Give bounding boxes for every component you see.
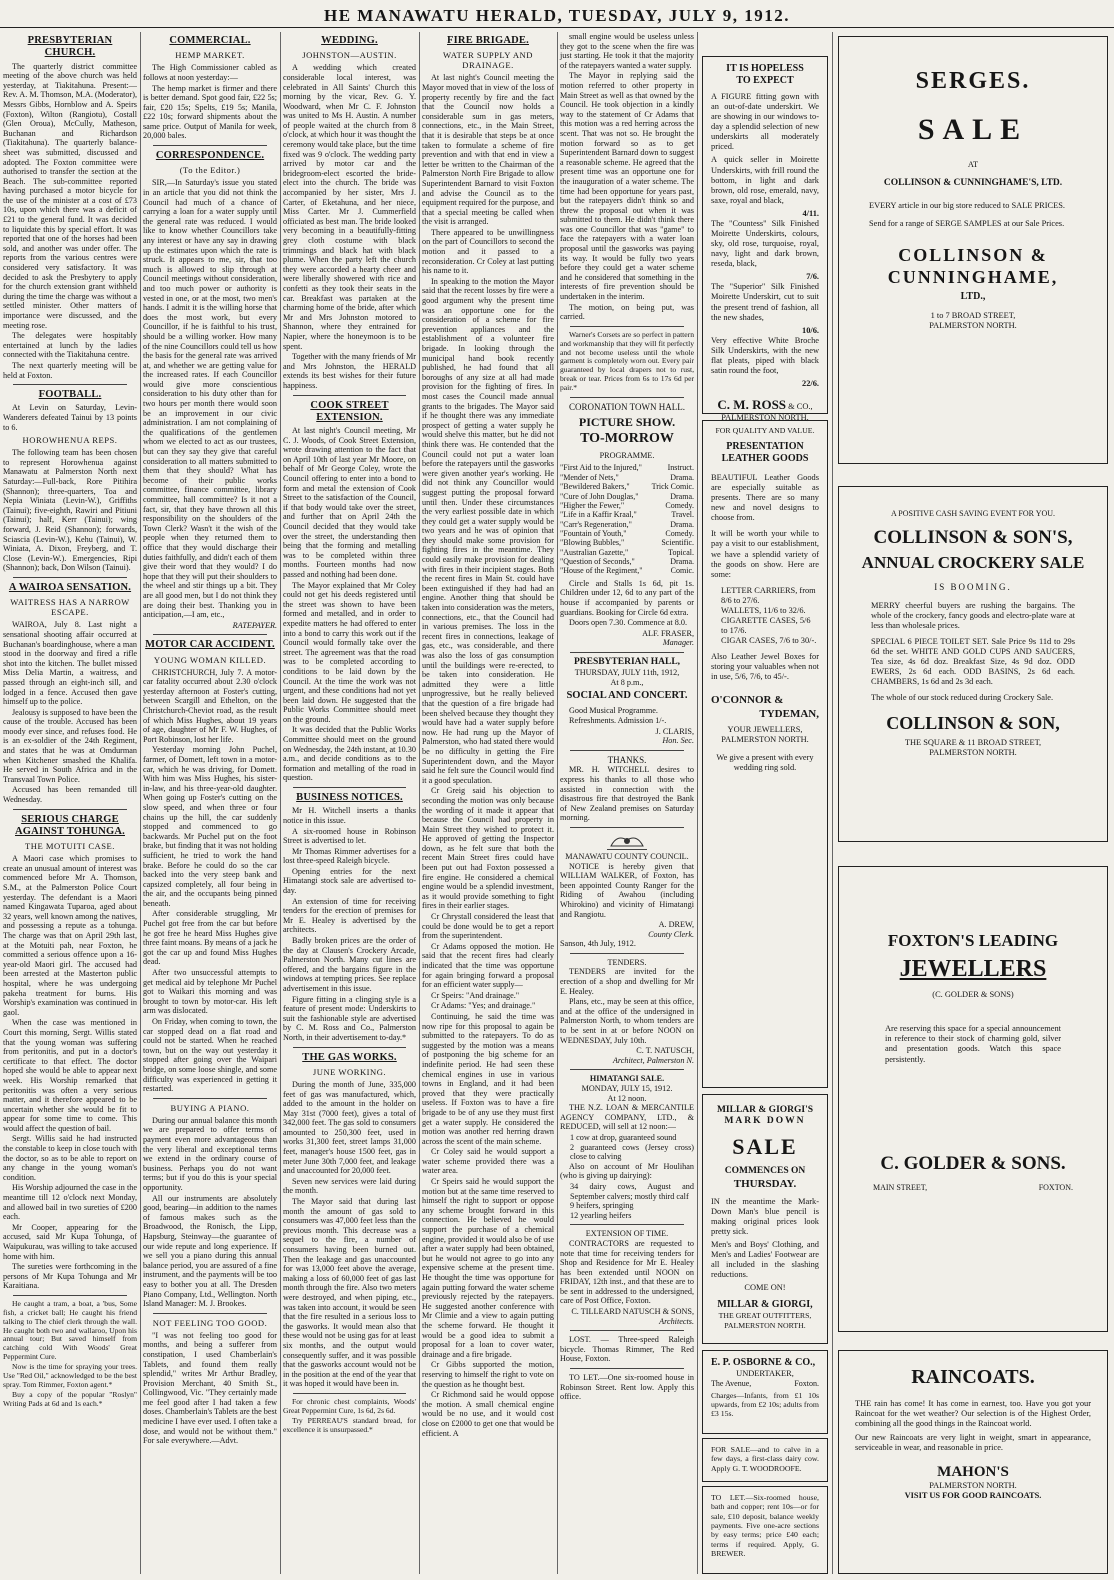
article-text: Seven new services were laid during the month.: [283, 1176, 416, 1196]
article-text: Cr Adams: "Yes; and drainage.": [431, 1001, 536, 1011]
subheading: BUYING A PIANO.: [170, 1102, 250, 1113]
notice-text: An extension of time for receiving tenders for the erection of premises for Mr E. Healey is advertised by the architects.: [283, 896, 416, 935]
article-text: During the month of June, 335,000 feet of gas was manufactured, which, added to the amount in the holder on May 31st (7000 feet), gives a total of 342,000 feet. The gas sold to consumers amounted to 250,300 feet, used in works 31,300 feet, street lamps 31,000 feet, manager's house 1500 feet, gas in meter June 30th 7,000 feet, and leakage and unaccounted for 20,000 feet.: [283, 1079, 416, 1176]
article-text: small engine would be useless unless they got to the scene when the fire was just starting. He took it that the majority of the ratepayers wanted a water supply.: [560, 32, 694, 70]
article-text: The delegates were hospitably entertained at lunch by the ladies connected with the Tiakitahuna centre.: [3, 331, 137, 360]
advert-text: We give a present with every wedding ring sold.: [716, 753, 814, 773]
leather-goods-advert: [702, 420, 828, 1088]
advert-subheading: UNDERTAKER,: [736, 1369, 794, 1378]
subheading: THE MOTUITI CASE.: [25, 841, 115, 852]
letter-signature: RATEPAYER.: [232, 620, 277, 630]
advert-brand: COLLINSON & CUNNINGHAME,: [887, 245, 1059, 288]
advert-title: ANNUAL CROCKERY SALE: [861, 553, 1085, 573]
programme-item: [560, 557, 694, 566]
coronation-heading: CORONATION TOWN HALL.: [569, 401, 685, 412]
subheading: NOT FEELING TOO GOOD.: [152, 1317, 268, 1328]
commercial-heading: COMMERCIAL.: [169, 35, 251, 46]
programme-item-type: Drama.: [670, 491, 694, 501]
advert-brand: MAHON'S: [937, 1464, 1009, 1481]
cook-street-heading: COOK STREET EXTENSION.: [310, 399, 389, 423]
programme-item-type: Scientific.: [661, 538, 694, 548]
programme-item: [560, 529, 694, 538]
advert-brand: O'CONNOR &: [711, 694, 784, 707]
crest-icon: [607, 832, 647, 850]
sale-list-item: 1 cow at drop, guaranteed sound: [570, 1132, 677, 1142]
to-let-advert: [702, 1486, 828, 1574]
advert-town: PALMERSTON NORTH.: [721, 734, 809, 744]
advert-brand: C. M. ROSS: [717, 397, 787, 413]
article-text: Cr Speirs said he would support the motion but at the same time reserved to himself the right to support or oppose any scheme brought forward in this connection. He believed he would support the purchase of a chemical engine, provided it would also be of use after a water supply had been obtained, but he would not agree to go into any expensive scheme at the present time. He thought the time was opportune for again putting forward the water scheme previously rejected by the ratepayers. He suggested another conference with Mr Climie and a view to again putting the scheme forward. He thought it would be a good idea to submit a proposal for a loan to cover water, drainage and a fire brigade.: [422, 1177, 554, 1359]
programme-item-type: Topical.: [668, 547, 694, 557]
advert-text: It will be worth your while to pay a visit to our establishment, we have a splendid variety of the goods on show. Here are some:: [711, 529, 819, 579]
date-line: MONDAY, JULY 15, 1912.: [581, 1084, 673, 1094]
advert-heading: E. P. OSBORNE & CO.,: [711, 1357, 816, 1368]
subheading: YOUNG WOMAN KILLED.: [153, 654, 267, 665]
crockery-advert: [838, 486, 1108, 842]
article-text: The Mayor in replying said the motion referred to other property in Main Street as well as that owned by the Council. He took objection in a kindly way to the statement of Cr Adams that this motion was a red herring across the scent. That was not so. He brought the motion forward so as to get Superintendent Barnard down to suggest a reasonable scheme. He agreed that the present time was an opportune one for the inauguration of a water scheme. The time had been opportune for years past, but the ratepayers didn't think so and threw the proposal out when it was submitted to them. He didn't think there was one Councillor that was "game" to face the ratepayers with a water loan proposal until the gasworks was paying its way. It would be fully two years before they could get a water scheme and he considered that something in the interests of fire prevention should be undertaken in the interim.: [560, 71, 694, 302]
advert-text: Buy a copy of the popular "Roslyn" Writing Pads at 6d and 1s each.*: [3, 1389, 137, 1408]
advert-brand-suffix: & CO.,: [788, 402, 813, 412]
advert-text: Are reserving this space for a special announcement in reference to their stock of charming gold, silver and presentation goods. Watch this space persistently.: [885, 1024, 1061, 1064]
advert-tagline: THE GREAT OUTFITTERS,: [718, 1311, 812, 1321]
advert-tagline: YOUR JEWELLERS,: [727, 724, 803, 734]
article-text: CHRISTCHURCH, July 7. A motor-car fatality occurred about 2.30 o'clock yesterday afternoon at Foster's cutting, between Scargill and Ethelton, on the Christchurch-Cheviot road, as the result of which Miss Hughes, about 19 years of age, daughter of Mr F. W. Hughes, of Port Robinson, lost her life.: [143, 667, 277, 744]
article-text: The Mayor said that during last month the amount of gas sold to consumers was 47,000 feet less than the previous month. This decrease was a sequel to the fire, a number of consumers having been burned out. Then the leakage and gas unaccounted for was 13,000 feet above the average, making a loss of 60,000 feet of gas last month through the fire. Also two meters were destroyed, and when piping, etc., was taken into account, it would be seen that the fire resulted in a serious loss to the gasworks. It would mean also that these would not be using gas for at least six months, and the output would consequently suffer, and it was possible that the gasworks account would not be in the position at the end of the year that it was hoped it would have been in.: [283, 1197, 416, 1389]
advert-text: MERRY cheerful buyers are rushing the bargains. The whole of the crockery, fancy goods and electro-plate ware at less than wholesale prices.: [871, 600, 1075, 630]
social-heading: SOCIAL AND CONCERT.: [566, 690, 688, 702]
notice-text: Badly broken prices are the order of the day at Clausen's Crockery Arcade, Palmerston North. Many cut lines are offered, and the bargains figure in the windows at tempting prices. See replace advertisement in this issue.: [283, 936, 416, 994]
time-line: At 8 p.m.,: [610, 677, 644, 687]
advert-lead: A POSITIVE CASH SAVING EVENT FOR YOU.: [890, 509, 1056, 518]
programme-item: [560, 501, 694, 510]
advert-heading: MILLAR & GIORGI'S: [716, 1105, 814, 1115]
programme-item: [560, 482, 694, 491]
advert-text: Send for a range of SERGE SAMPLES at our Sale Prices.: [869, 219, 1065, 229]
advert-heading: JEWELLERS: [899, 956, 1047, 983]
notice-text: Good Musical Programme.: [569, 705, 658, 715]
advert-sale: SALE: [732, 1133, 798, 1159]
article-text: At last night's Council meeting the Mayor moved that in view of the loss of property recently by fire and the fact that the Council now holds a considerable sum in gas meters, connections, etc., in the Main Street, that it is desirable that steps be at once taken to formulate a scheme of fire prevention and with that end in view a letter be written to the Chairman of the Palmerston North Fire Brigade to allow Superintendent Barnard to visit Foxton and advise the Council as to the equipment required for the purpose, and that a special meeting be called when the visit is arranged.: [422, 73, 554, 227]
advert-address: 1 to 7 BROAD STREET,: [930, 310, 1016, 320]
subheading: JOHNSTON—AUSTIN.: [302, 50, 397, 61]
advert-town: Foxton.: [794, 1379, 819, 1389]
advert-sale: SALE: [917, 112, 1029, 146]
programme-item-type: Comedy.: [665, 500, 694, 510]
article-text: WAIROA, July 8. Last night a sensational shooting affair occurred at Buchanan's boardinghouse, where a man stood in the doorway and fired a rifle shot into the kitchen. The bullet missed Miss Delia Martin, a waitress, and passed through an eight-inch sill, and lodged in a fence. Accused then gave himself up to the police.: [3, 620, 137, 707]
article-text: On Friday, when coming to town, the car stopped dead on a flat road and could not be started. When he reached town, but on the way out yesterday it stopped after going over the Waipari bridge, on some loose shingle, and some difficulty was experienced in getting it restarted.: [143, 1017, 277, 1094]
advert-brand: COLLINSON & SON'S,: [873, 526, 1073, 548]
column-rule: [697, 32, 698, 1574]
signature: A. DREW,: [658, 920, 694, 930]
column-2: [143, 32, 277, 1576]
notice-text: CONTRACTORS are requested to note that time for receiving tenders for Shop and Residence for Mr E. Healey has been extended until NOON on FRIDAY, 12th inst., and that these are to be sent in addressed to the undersigned, care of Post Office, Foxton.: [560, 1238, 694, 1306]
article-text: "I was not feeling too good for months, and being a sufferer from constipation, I used Chamberlain's Tablets, and found them really splendid," writes Mr Arthur Bradley, Provision Merchant, 40 Smith St., Collingwood, Vic. "They certainly made me feel good after I had taken a few doses. Chamberlain's Tablets are the best medicine I have ever used. I often take a dose, and would not be without them." For sale everywhere.—Advt.: [143, 1330, 277, 1446]
advert-heading: THURSDAY.: [733, 1177, 797, 1190]
advert-text: A quick seller in Moirette Underskirts, with frill round the bottom, in light and dark brown, old rose, emerald, navy, saxe, royal and black,: [711, 155, 819, 205]
programme-item: [560, 463, 694, 472]
sale-list-item: 34 dairy cows, August and September calvers; mostly third calf: [570, 1181, 694, 1201]
advert-text: Charges—Infants, from £1 10s upwards, from £2 10s; adults from £3 15s.: [711, 1390, 819, 1419]
article-text: Accused has been remanded till Wednesday.: [3, 785, 137, 805]
article-text: When the case was mentioned in Court this morning, Sergt. Willis stated that the young woman was suffering from peritonitis, and put in a doctor's certificate to that effect. The doctor hoped she would be able to appear next week. His Worship remarked that peritonitis was often a very serious matter, and it therefore appeared to be uncertain whether she would be fit to appear for some time to come. This would affect the question of bail.: [3, 1018, 137, 1133]
advert-text: For chronic chest complaints, Woods' Great Peppermint Cure, 1s 6d, 2s 6d.: [283, 1396, 416, 1415]
advert-text: THE rain has come! It has come in earnest, too. Have you got your Raincoat for the wet weather? Our selection is of the Highest Order, combining all the good things in the Raincoat world.: [855, 1399, 1091, 1429]
advert-heading: COMMENCES ON: [724, 1166, 806, 1177]
advert-text: Very effective White Broche Silk Underskirts, with the new flat pleats, piped with black satin round the foot,: [711, 335, 819, 376]
advert-tagline: FOR QUALITY AND VALUE.: [715, 425, 815, 435]
advert-heading: IT IS HOPELESS: [726, 63, 804, 74]
advert-address: THE SQUARE & 11 BROAD STREET,: [904, 737, 1042, 747]
advert-price: 4/11.: [802, 208, 819, 218]
signature-role: County Clerk.: [648, 929, 694, 939]
notice-text: Circle and Stalls 1s 6d, pit 1s. Children under 12, 6d to any part of the house if accompanied by parents or guardians. Booking for Circle 6d extra.: [560, 578, 694, 617]
advert-at: AT: [967, 159, 979, 169]
programme-item-title: "Fountain of Youth,": [560, 528, 627, 538]
advert-address: MAIN STREET,: [873, 1183, 928, 1193]
ross-advert: [702, 56, 828, 435]
sale-list-item: 2 guaranteed cows (Jersey cross) close to calving: [570, 1142, 694, 1162]
notice-text: LOST. — Three-speed Raleigh bicycle. Thomas Rimmer, The Red House, Foxton.: [560, 1335, 694, 1364]
subheading: HEMP MARKET.: [175, 50, 245, 61]
advert-tagline: VISIT US FOR GOOD RAINCOATS.: [904, 1491, 1042, 1501]
programme-item-title: "Carr's Regeneration,": [560, 519, 632, 529]
programme-item-title: "Cure of John Douglas,": [560, 491, 639, 501]
column-rule: [280, 32, 281, 1574]
advert-text: FOR SALE—and to calve in a few days, a first-class dairy cow. Apply G. T. WOODROOFE.: [711, 1445, 819, 1473]
business-notices-heading: BUSINESS NOTICES.: [296, 792, 403, 804]
subheading: JUNE WORKING.: [312, 1066, 387, 1077]
article-text: It was decided that the Public Works Committee should meet on the ground on Wednesday, the 24th instant, at 10.30 a.m., and decide conditions as to the formation and metalling of the road in question.: [283, 725, 416, 783]
programme-item: [560, 520, 694, 529]
article-text: Cr Richmond said he would oppose the motion. A small chemical engine would be no use, and it would cost close on £2000 to get one that would be efficient. A: [422, 1390, 554, 1438]
advert-brand: TYDEMAN,: [759, 707, 819, 720]
thanks-heading: THANKS.: [607, 754, 647, 765]
advert-price: 7/6.: [806, 272, 819, 282]
advert-text: Warner's Corsets are so perfect in pattern and workmanship that they will fit perfectly and not become useless until the whole garment is completely worn out. Every pair guaranteed by local drapers not to rust, break or tear. Prices from 6s to 17s 6d per pair.*: [560, 329, 694, 393]
advert-call: COME ON!: [744, 1283, 786, 1293]
advert-brand: COLLINSON & CUNNINGHAME'S, LTD.: [883, 177, 1063, 188]
article-text: The High Commissioner cabled as follows at noon yesterday:—: [143, 63, 277, 82]
signature: C. T. NATUSCH,: [636, 1046, 694, 1056]
article-text: In speaking to the motion the Mayor said that the recent losses by fire were a good argument why the present time was an opportune one for the consideration of a scheme for fire prevention appliances and the establishment of a volunteer fire brigade. In looking through the municipal hand book recently published, he had found that all boroughs of any size at all had made provision for the fighting of fires. In most cases the Council made annual grants to the brigades. The Mayor said if he thought there was any immediate prospect of getting a water supply he would shelve this matter, but he did not think there was. He contended that the Council could not put a water loan before the ratepayers until the gasworks were given another year's working. He did not think any Councillor would suggest putting the proposal forward until then. Under these circumstances the very earliest possible date in which they could get a water supply would be two years and he was of opinion that they should make some provision for fighting fires in the meantime. They could easily make provision for dealing with fires in their incipient stages. Both the recent fires in Main St. could have been extinguished if they had had an engine. Another thing that should be taken into consideration was the meters, connections, etc., that the Council had in various premises. The loss in the recent fires in connections, leakage of gas, etc., was considerable, and there was also the loss of gas consumption until the buildings were re-erected, to be taken into consideration. He admitted they were a little unprogressive, but he really believed that the question of a fire brigade had been shelved because they thought they would have had a water supply before now. He had rung up the Mayor of Palmerston, who had stated there would be no difficulty in getting the Fire Superintendent down, and the Mayor said he felt sure the Council would find it a good speculation.: [422, 276, 554, 785]
wedding-heading: WEDDING.: [321, 35, 378, 46]
advert-text: Try PERREAU'S standard bread, for excellence it is unsurpassed.*: [283, 1415, 416, 1434]
programme-item-title: "Higher the Fewer,": [560, 500, 625, 510]
serges-advert: [838, 36, 1108, 464]
programme-list: [560, 463, 694, 575]
programme-item-type: Drama.: [670, 472, 694, 482]
tomorrow-heading: TO-MORROW: [580, 431, 674, 447]
advert-text: TO LET.—Six-roomed house, bath and copper; rent 10s—or for sale, £10 deposit, balance weekly payments. Five one-acre sections by easy terms; price £40 each; terms if required. Apply, G. BREWER.: [711, 1493, 819, 1559]
advert-verse: He caught a tram, a boat, a 'bus, Some fish, a cricket ball; He caught his friend talking to The chief clerk through the wall. He caught both two and wallaroo, Upon his annual tour; But saved himself from catching cold With Woods' Great Peppermint Cure.: [3, 1298, 137, 1362]
advert-town: PALMERSTON NORTH.: [929, 747, 1017, 757]
column-rule: [832, 32, 833, 1574]
advert-text: Men's and Boys' Clothing, and Men's and Ladies' Footwear are all included in the slashing reductions.: [711, 1240, 819, 1280]
article-text: His Worship adjourned the case in the meantime till 12 o'clock next Monday, and allowed bail in two sureties of £200 each.: [3, 1183, 137, 1222]
advert-title: SERGES.: [915, 68, 1031, 94]
notice-text: Refreshments. Admission 1/-.: [569, 716, 667, 726]
picture-show-heading: PICTURE SHOW.: [578, 415, 676, 430]
notice-text: THE N.Z. LOAN & MERCANTILE AGENCY COMPANY, LTD., & REDUCED, will sell at 12 noon:—: [560, 1103, 694, 1132]
notice-text: Doors open 7.30. Commence at 8.0.: [569, 618, 688, 628]
notice-text: Also on account of Mr Houlihan (who is giving up dairying):: [560, 1161, 694, 1181]
article-text: At Levin on Saturday, Levin-Wanderers defeated Tainui by 13 points to 6.: [3, 403, 137, 432]
programme-item: [560, 510, 694, 519]
fire-brigade-heading: FIRE BRIGADE.: [447, 35, 529, 46]
programme-item-type: Comedy.: [665, 528, 694, 538]
subheading: HOROWHENUA REPS.: [22, 435, 118, 446]
advert-address: The Avenue,: [711, 1379, 752, 1389]
advert-text: SPECIAL 6 PIECE TOILET SET. Sale Price 9s 11d to 29s 6d the set. WHITE AND GOLD CUPS AND SAUCERS, Tea size, 4s 6d doz. Breakfast Size, 4s 9d doz. ODD EWERS, 2s 6d each. ODD BASINS, 2s 6d each. CHAMBERS, 1s 6d and 2s 3d each.: [871, 636, 1075, 687]
article-text: Sergt. Willis said he had instructed the constable to keep in close touch with the doctor, so as to be able to report on any change in the young woman's condition.: [3, 1134, 137, 1182]
motor-accident-heading: MOTOR CAR ACCIDENT.: [145, 639, 275, 651]
date-line: THURSDAY, JULY 11th, 1912,: [574, 668, 680, 678]
programme-item-title: "Blowing Bubbles,": [560, 538, 625, 548]
article-text: A Maori case which promises to create an unusual amount of interest was commenced before Mr A. Thomson, S.M., at the Palmerston Police Court yesterday. The defendant is a Maori named Kingawata Tuparoa, aged about 32 years, well known among the natives, and possessing a repute as a tohunga. The charge was that on April 29th last, at the Motuiti pah, near Foxton, he committed a serious offence upon a 16-year-old Maori girl. The accused had been arrested at the Masterton public hospital, where he was undergoing pakeha treatment for burns. His Worship's examination was continued in gaol.: [3, 854, 137, 1017]
advert-text: BEAUTIFUL Leather Goods are especially suitable as presents. There are so many new and novel designs to choose from.: [711, 473, 819, 523]
advert-heading: FOXTON'S LEADING: [887, 931, 1059, 950]
notice-text: TO LET.—One six-roomed house in Robinson Street. Rent low. Apply this office.: [560, 1373, 694, 1402]
price-list-item: WALLETS, 11/6 to 32/6.: [721, 605, 806, 615]
tenders-heading: TENDERS.: [607, 957, 647, 967]
advert-subheading: IS BOOMING.: [934, 581, 1012, 592]
advert-text: A FIGURE fitting gown with an out-of-date underskirt. We are showing in our windows to-day a splendid selection of new underskirts all moderately priced.: [711, 92, 819, 152]
presbyterian-heading: PRESBYTERIAN CHURCH.: [27, 35, 113, 59]
advert-brand: C. GOLDER & SONS.: [880, 1152, 1066, 1174]
extension-heading: EXTENSION OF TIME.: [585, 1229, 669, 1239]
price-list: [711, 586, 819, 646]
signature: ALF. FRASER,: [642, 628, 694, 638]
football-heading: FOOTBALL.: [38, 389, 102, 401]
advert-brand: MILLAR & GIORGI,: [717, 1299, 813, 1311]
programme-item: [560, 548, 694, 557]
advert-text: Our new Raincoats are very light in weight, smart in appearance, serviceable in wear, and reasonable in price.: [855, 1433, 1091, 1453]
advert-brand: COLLINSON & SON,: [886, 713, 1060, 734]
programme-item: [560, 566, 694, 575]
advert-heading: PRESENTATION: [726, 441, 804, 452]
programme-item: [560, 492, 694, 501]
article-text: After two unsuccessful attempts to get medical aid by telephone Mr Puchel got to Waikari this morning and was brought to town by motor-car. His left arm was dislocated.: [143, 968, 277, 1016]
column-4: [422, 32, 554, 1576]
programme-item-title: "Australian Gazette,": [560, 547, 629, 557]
article-text: All our instruments are absolutely good, bearing—in addition to the names of famous makes such as the Broadwood, the Ronisch, the Lipp, Hapsburg, Steinway—the guarantee of our wide repute and long experience. If we sell you a piano during this annual balance period, you are assured of a fine instrument, and the payments will be too easy to bother you at all. The Dresden Piano Company, Ltd., Wellington. North Island Manager: M. J. Brookes.: [143, 1193, 277, 1309]
column-rule: [140, 32, 141, 1574]
column-1: [3, 32, 137, 1576]
programme-item-type: Comic.: [670, 566, 694, 576]
article-text: The following team has been chosen to represent Horowhenua against Manawatu at Palmerston North next Saturday:—Full-back, Rore Pitihira (Shannon); three-quarters, Toa and Nepia Winiata (Levin-W.), Griffiths (Tainui); five-eighth, Rawiri and Pitiuni (Tainui); half, Kerr (Tainui); wing forward, J. Reid (Shannon); forwards, Sciascia (Levin-W.), Kehu (Tainui), W. Winiata, A. Dixon, Freyberg, and T. Close (Levin-W.). Emergencies, Ripi (Shannon); back, Don Wilson (Tainui).: [3, 448, 137, 573]
article-text: The hemp market is firmer and there is better demand. Spot good fair, £22 5s; fair, £20 15s; Spelts, £19 5s; Manila, £22 10s; forward shipments about the same price. Output of Manila for week, 20,000 bales.: [143, 83, 277, 141]
programme-item-title: "Question of Seconds,": [560, 557, 635, 567]
advert-title: RAINCOATS.: [911, 1366, 1035, 1388]
sale-list-item: 12 yearling heifers: [570, 1210, 632, 1220]
notice-text: TENDERS are invited for the erection of a shop and dwelling for Mr E. Healey.: [560, 967, 694, 996]
article-text: Together with the many friends of Mr and Mrs Johnston, the HERALD extends its best wishes for their future happiness.: [283, 352, 416, 390]
sale-list: [560, 1133, 694, 1162]
programme-heading: PROGRAMME.: [599, 450, 655, 460]
signature: J. CLARIS,: [655, 726, 694, 736]
advert-text: The "Countess" Silk Finished Moirette Underskirts, colours, sky, old rose, turquoise, royal, navy, light and dark brown, reseda, black,: [711, 218, 819, 269]
article-text: Cr Chrystall considered the least that could be done would be to get a report from the superintendent.: [422, 912, 554, 941]
signature-role: Architects.: [659, 1316, 694, 1326]
advert-brand-suffix: LTD.,: [960, 290, 986, 302]
signature-role: Manager.: [662, 638, 694, 648]
advert-town: FOXTON.: [1038, 1183, 1073, 1193]
notice-text: Plans, etc., may be seen at this office, and at the office of the undersigned in Palmerston North, to whom tenders are to be sent in at or before NOON on WEDNESDAY, July 10th.: [560, 997, 694, 1045]
article-text: After considerable struggling, Mr Puchel got free from the car but before he got free he heard Miss Hughes give three faint moans. By means of a jack he got the car up and found Miss Hughes dead.: [143, 909, 277, 967]
article-text: Cr Coley said he would support a water scheme provided there was a water area.: [422, 1147, 554, 1176]
county-heading: MANAWATU COUNTY COUNCIL.: [565, 851, 689, 861]
notice-text: Mr H. Witchell inserts a thanks notice in this issue.: [283, 806, 416, 825]
advert-town: PALMERSTON NORTH,: [721, 412, 809, 422]
article-text: Cr Gibbs supported the motion, reserving to himself the right to vote on the question as he thought best.: [422, 1360, 554, 1389]
gas-works-heading: THE GAS WORKS.: [302, 1051, 397, 1063]
advert-text: The "Superior" Silk Finished Moirette Underskirt, cut to suit the present trend of fashion, all the new shades,: [711, 282, 819, 322]
article-text: Yesterday morning John Puchel, farmer, of Domett, left town in a motor-car, which he was driving, for Domett. With him was Miss Hughes, his sister-in-law, and his three-year-old daughter. When going up Foster's cutting on the slow speed, and when three or four chains up the hill, the car suddenly stopped and commenced to go backwards. Mr Puchel put on the foot brake, but finding that it was not holding sufficient, he tried to work the hand brake. Before he could do so the car backed into the very steep bank and capsized completely, all four being in the air, and the occupants being pinned beneath.: [143, 745, 277, 908]
article-text: Cr Adams opposed the motion. He said that the recent fires had clearly indicated that the time was opportune for again bringing forward a proposal for an efficient water supply—: [422, 941, 554, 990]
advert-town: PALMERSTON NORTH.: [929, 1481, 1017, 1491]
article-text: The Mayor explained that Mr Coley could not get his deeds registered until the street was shown to have been formed and metalled, and in order to expedite matters he had offered to enter into a bond to carry this work out if the Council would formally take over the street. The agreement was that the road was to be completed according to conditions to be laid down by the Council. At the time the work was not urgent, and these conditions had not yet been laid down. He suggested that the Public Works Committee should meet on the ground.: [283, 580, 416, 724]
column-rule: [557, 32, 558, 1574]
raincoats-advert: [838, 1350, 1108, 1574]
notice-text: MR. H. WITCHELL desires to express his thanks to all those who assisted in connection with the disastrous fire that destroyed the Bank of New Zealand premises on Saturday morning.: [560, 765, 694, 823]
article-text: The motion, on being put, was carried.: [560, 302, 694, 322]
advert-text: The whole of our stock reduced during Crockery Sale.: [871, 693, 1054, 703]
signature-role: Hon. Sec.: [662, 736, 694, 746]
advert-town: PALMERSTON NORTH.: [724, 1320, 806, 1330]
osborne-advert: [702, 1350, 828, 1434]
article-text: Mr Cooper, appearing for the accused, said Mr Kupa Tohunga, of Waipukurau, was willing to take accused home with him.: [3, 1222, 137, 1261]
article-text: There appeared to be unwillingness on the part of Councillors to second the motion and it passed to a reconsideration. Cr Coley at last putting his name to it.: [422, 227, 554, 276]
notice-text: Opening entries for the next Himatangi stock sale are advertised to-day.: [283, 866, 416, 896]
advert-price: 22/6.: [802, 379, 819, 389]
serious-charge-heading: SERIOUS CHARGE AGAINST TOHUNGA.: [15, 813, 125, 837]
date-line: Sanson, 4th July, 1912.: [560, 939, 636, 949]
advert-heading: TO EXPECT: [736, 75, 794, 86]
advert-subheading: (C. GOLDER & SONS): [932, 990, 1014, 1000]
programme-item-title: "Mender of Nets,": [560, 472, 619, 482]
time-line: At 12 noon.: [607, 1093, 647, 1103]
programme-item: [560, 538, 694, 547]
advert-town: PALMERSTON NORTH.: [929, 320, 1017, 330]
notice-text: Figure fitting in a clinging style is a feature of present mode: Underskirts to suit the fashionable style are advertised by C. M. Ross and Co., Palmerston North, in their advertisement to-day.*: [283, 994, 416, 1042]
advert-heading: LEATHER GOODS: [721, 453, 809, 464]
article-text: Continuing, he said the time was now ripe for this proposal to again be submitted to the ratepayers. To do as suggested by the motion was a means of postponing the big scheme for an indefinite period. He had seen these chemical engines in use in various towns in England, and it had been proved that they were practically useless. If Foxton was to have a fire brigade to be of any use they must first get a water supply. He considered the motion was another red herring drawn across the scent of the main scheme.: [422, 1011, 554, 1146]
correspondence-heading: CORRESPONDENCE.: [155, 150, 265, 162]
price-list-item: LETTER CARRIERS, from 8/6 to 27/6.: [721, 585, 816, 605]
advert-text: IN the meantime the Mark-Down Man's blue pencil is making original prices look pretty sick.: [711, 1196, 819, 1236]
column-rule: [419, 32, 420, 1574]
programme-item-type: Drama.: [670, 519, 694, 529]
article-text: The quarterly district committee meeting of the above church was held yesterday, at Tiakitahuna. Present:—Rev. A. M. Thomson, M.A. (Moderator), Messrs Gibbs, Hornblow and A. Speirs (Foxton), Wilton (Rangiotu), Costall (Glen Oroua), McCully, Matheson, Buchanan and Richardson (Tiakitahuna). The quarterly balance-sheet was submitted, discussed and adopted. The Foxton committee were authorised to transfer the section at the Beach. The sub-committee reported having purchased a motor bicycle for the use of the minister at a cost of £73 10s, upon which there was a deficit of £21 to the general fund. It was decided to liquidate this by special effort. It was reported that one of the horses had been sold, and another was under offer. The reports from the various centres were considered very satisfactory. It was decided to ask the Presbytery to apply for the church extension grant withheld during the time the charge was without a settled minister. Other matters of importance were discussed, and the meeting rose.: [3, 61, 137, 330]
signature-role: Architect, Palmerston N.: [612, 1055, 694, 1065]
programme-item-title: "Life in a Kaffir Kraal,": [560, 510, 637, 520]
article-text: Cr Greig said his objection to seconding the motion was only because the wording of it made it appear that because the Council had property in Main Street they wished to protect it. He approved of getting the Inspector down, as he felt sure that both the recent Main Street fires could have been put out had Foxton possessed a fire engine. He considered a chemical engine would be a splendid investment, as it would provide something to fight fires in their earlier stages.: [422, 786, 554, 911]
price-list-item: CIGAR CASES, 7/6 to 30/-.: [721, 636, 817, 646]
subheading: WAITRESS HAS A NARROW ESCAPE.: [10, 597, 130, 618]
programme-item-type: Trick Comic.: [651, 482, 694, 492]
programme-item-type: Drama.: [670, 557, 694, 567]
advert-price: 10/6.: [802, 325, 819, 335]
signature: C. TILLEARD NATUSCH & SONS,: [571, 1307, 694, 1317]
article-text: During our annual balance this month we are prepared to offer terms of payment even more advantageous than the very liberal and exceptional terms we extend in the ordinary course of business. Perhaps you do not want terms; but if you do this is your special opportunity.: [143, 1115, 277, 1192]
sale-list-item: 9 heifers, springing: [570, 1201, 634, 1211]
programme-item: [560, 473, 694, 482]
letter-text: SIR,—In Saturday's issue you stated in an article that you did not think the Council had much of a chance of carrying a loan for a water supply until the general rate was reduced. I would like to know whether Councillors take any interest or have any say in drawing up the estimates upon which the rate is struck. It appears to me, sir, that too much is allowed to slip through at Council meetings without consideration, and too much power or authority is vested in one, or at the most, two men's hands. I admit it is the willing horse that does the most work, but every Councillor, if he is faithful to his trust, should be a willing worker. How many of the nine Councillors could tell us how the basis for the general rate was arrived at, and whether we are getting value for the increased rates. If each Councillor would give more conscientious consideration to his duty other than for two hours per month there would soon be an improvement in our civic administration. I am not complaining of the qualifications of the gentlemen whom we elected to act as our trustees, but can they say they give that careful consideration to all matters submitted to them that they should? What has become of their public works committee, finance committee, library committee, hall committee? Is it not a fact, sir, that they have thrown all this responsibility on the shoulders of the Town Clerk? Wasn't it the wish of the people when they returned them to office that they would discharge their duties faithfully, and didn't each of them give their word that they would? I do hope that they will put their shoulders to the wheel and stir things up a bit. They are all good men, but I do not think they are doing their best. Thanking you in anticipation,—I am, etc.,: [143, 178, 277, 620]
article-text: Jealousy is supposed to have been the cause of the trouble. Accused has been moody ever since, and refuses food. He is an ex-soldier of the 24th Regiment, and states that he was at Omdurman when Kitchener smashed the Khalifa. He served in South Africa and in the Transvaal Town Police.: [3, 707, 137, 784]
column-5: [560, 32, 694, 1576]
programme-item-title: "Bewildered Bakers,": [560, 482, 630, 492]
himatangi-heading: HIMATANGI SALE.: [589, 1074, 665, 1084]
golder-advert: [838, 866, 1108, 1332]
millar-giorgi-advert: [702, 1094, 828, 1344]
programme-item-type: Travel.: [671, 510, 694, 520]
sale-list: [560, 1182, 694, 1220]
for-sale-advert: [702, 1438, 828, 1482]
article-text: The next quarterly meeting will be held at Foxton.: [3, 360, 137, 380]
price-list-item: CIGARETTE CASES, 5/6 to 17/6.: [721, 616, 811, 636]
subheading: (To the Editor.): [179, 165, 241, 176]
notice-text: Mr Thomas Rimmer advertises for a lost three-speed Raleigh bicycle.: [283, 846, 416, 866]
advert-text: EVERY article in our big store reduced to SALE PRICES.: [869, 201, 1066, 211]
notice-text: A six-roomed house in Robinson Street is advertised to let.: [283, 826, 416, 846]
advert-text: Also Leather Jewel Boxes for storing your valuables when not in use, 5/6, 7/6, to 45/-.: [711, 652, 819, 682]
presbyterian-hall-heading: PRESBYTERIAN HALL,: [573, 656, 681, 667]
article-text: A wedding which created considerable local interest, was celebrated in All Saints' Church this morning by the vicar, Rev. G. Y. Woodward, when Mr C. F. Johnston was united to Ms H. Austin. A number of people waited at the church from 8 o'clock, at which hour it was thought the ceremony would take place, but the time fixed was 9 o'clock. The wedding party arrived by motor car and the bridegroom-elect escorted the bride-elect into the church. The bride was accompanied by her sister, Mrs J. Carter, of Eketahuna, and her niece, Miss Carter. Mr J. Cummerfield officiated as best man. The bride looked very becoming in a beautifully-fitting grey cloth costume with black trimmings and black hat with black plume. When the party left the church they were accorded a hearty cheer and were liberally showered with rice and confetti as they took their seats in the car. Breakfast was partaken at the charming home of the bride, after which Mr and Mrs Johnston motored to Shannon, where they entrained for Napier, where the honeymoon is to be spent.: [283, 63, 416, 351]
article-text: The sureties were forthcoming in the persons of Mr Kupa Tohunga and Mr Karaitiana.: [3, 1262, 137, 1291]
wairoa-heading: A WAIROA SENSATION.: [8, 581, 132, 593]
article-text: At last night's Council meeting, Mr C. J. Woods, of Cook Street Extension, wrote drawing attention to the fact that on April 10th of last year Mr Moore, on behalf of Mr George Coley, wrote the Council offering to enter into a bond to form and metal the extension of Cook Street to the satisfaction of the Council, if that body would take over the street, and further that on April 24th the Council decided that they would take over the street, the understanding then being that the forming and metalling was to be completed within three months. Fourteen months had now passed and nothing had been done.: [283, 426, 416, 579]
masthead: HE MANAWATU HERALD, TUESDAY, JULY 9, 1912.: [0, 6, 1114, 28]
advert-heading: MARK DOWN: [724, 1116, 806, 1127]
article-text: Cr Speirs: "And drainage.": [431, 990, 520, 1000]
column-3: [283, 32, 416, 1576]
programme-item-title: "House of the Regiment,": [560, 566, 643, 576]
programme-item-title: "First Aid to the Injured,": [560, 463, 642, 473]
advert-text: Now is the time for spraying your trees. Use "Red Oil," acknowledged to be the best spray. Tom Rimmer, Foxton agent.*: [3, 1362, 137, 1389]
subheading: WATER SUPPLY AND DRAINAGE.: [443, 50, 533, 71]
notice-text: NOTICE is hereby given that WILLIAM WALKER, of Foxton, has been appointed County Ranger for the Riding of Awahou (including Whirokino) and vicinity of Himatangi and Rangiotu.: [560, 861, 694, 919]
programme-item-type: Instruct.: [667, 463, 694, 473]
